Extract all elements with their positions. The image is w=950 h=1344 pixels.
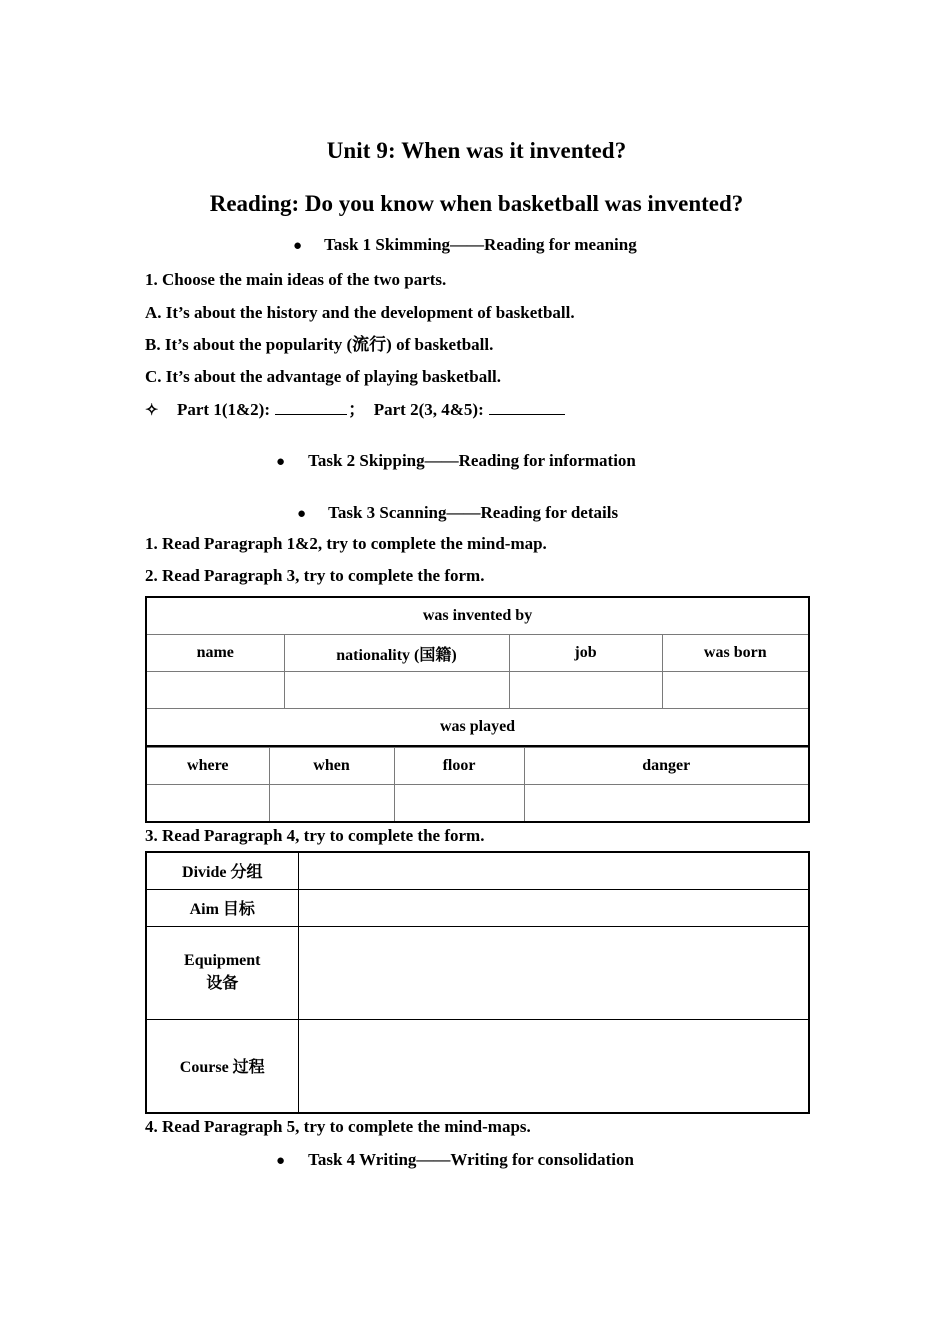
answer-separator: ；	[348, 400, 374, 420]
table-row	[146, 672, 809, 709]
task-1-label: Task 1 Skimming——Reading for meaning	[324, 234, 637, 254]
task-4-label: Task 4 Writing——Writing for consolidation	[308, 1150, 634, 1169]
page-content	[145, 0, 808, 1170]
scanning-instruction-3: 3. Read Paragraph 4, try to complete the form.	[145, 826, 485, 846]
input-cell-divide[interactable]	[298, 852, 809, 890]
skimming-question: 1. Choose the main ideas of the two parts.	[145, 270, 447, 290]
scanning-instruction-2: 2. Read Paragraph 3, try to complete the form.	[145, 565, 485, 585]
paragraph3-table	[145, 596, 810, 747]
table-row	[146, 785, 809, 823]
bullet-icon: ●	[276, 1153, 286, 1169]
table-row	[146, 748, 809, 785]
row-label-divide: Divide 分组	[146, 852, 298, 890]
input-cell-was-born[interactable]	[662, 672, 809, 709]
part-1-label: Part 1(1&2):	[177, 400, 275, 420]
input-cell-where[interactable]	[146, 785, 269, 823]
task-1-heading	[145, 218, 808, 255]
skimming-option-a[interactable]: A. It’s about the history and the development of basketball.	[145, 302, 575, 322]
table-row	[146, 597, 809, 635]
paragraph3-table-section2	[145, 747, 810, 823]
column-header-where: where	[146, 748, 269, 785]
column-header-danger: danger	[524, 748, 809, 785]
part-2-label: Part 2(3, 4&5):	[373, 400, 488, 420]
task-3-label: Task 3 Scanning——Reading for details	[328, 503, 619, 523]
part-2-answer-blank[interactable]	[489, 400, 565, 415]
scanning-instruction-4: 4. Read Paragraph 5, try to complete the mind-maps.	[145, 1116, 531, 1136]
column-header-when: when	[269, 748, 394, 785]
was-played-header: was played	[146, 709, 809, 747]
column-header-was-born: was born	[662, 635, 809, 672]
bullet-icon: ●	[297, 506, 307, 523]
input-cell-aim[interactable]	[298, 889, 809, 926]
column-header-nationality: nationality (国籍)	[284, 635, 509, 672]
input-cell-when[interactable]	[269, 785, 394, 823]
scanning-instruction-1: 1. Read Paragraph 1&2, try to complete the mind-map.	[145, 534, 547, 554]
paragraph4-table	[145, 851, 810, 1114]
table-row	[146, 635, 809, 672]
input-cell-name[interactable]	[146, 672, 284, 709]
input-cell-danger[interactable]	[524, 785, 809, 823]
task-3-heading	[145, 471, 808, 523]
page-subtitle: Reading: Do you know when basketball was invented?	[209, 191, 744, 217]
part-1-answer-blank[interactable]	[275, 400, 347, 415]
page-title: Unit 9: When was it invented?	[326, 138, 627, 163]
skimming-answer-line	[145, 388, 808, 421]
input-cell-job[interactable]	[509, 672, 662, 709]
column-header-name: name	[146, 635, 284, 672]
paragraph4-table-wrapper	[145, 847, 808, 1114]
table-row	[146, 852, 809, 890]
bullet-icon: ●	[293, 237, 303, 254]
skimming-option-b[interactable]: B. It’s about the popularity (流行) of basketball.	[145, 335, 494, 355]
table-row	[146, 1019, 809, 1113]
input-cell-nationality[interactable]	[284, 672, 509, 709]
skimming-option-c[interactable]: C. It’s about the advantage of playing basketball.	[145, 367, 501, 387]
task-2-label: Task 2 Skipping——Reading for information	[308, 450, 636, 470]
row-label-course: Course 过程	[146, 1019, 298, 1113]
input-cell-course[interactable]	[298, 1019, 809, 1113]
star-icon: ✧	[145, 402, 159, 420]
input-cell-floor[interactable]	[394, 785, 524, 823]
input-cell-equipment[interactable]	[298, 926, 809, 1019]
row-label-equipment: Equipment 设备	[146, 926, 298, 1019]
task-4-heading	[145, 1137, 808, 1170]
column-header-job: job	[509, 635, 662, 672]
table-row	[146, 889, 809, 926]
bullet-icon: ●	[276, 453, 286, 470]
paragraph3-table-wrapper	[145, 586, 808, 823]
table-row	[146, 709, 809, 747]
task-2-heading	[145, 421, 808, 471]
table-row	[146, 926, 809, 1019]
was-invented-by-header: was invented by	[146, 597, 809, 635]
column-header-floor: floor	[394, 748, 524, 785]
row-label-aim: Aim 目标	[146, 889, 298, 926]
